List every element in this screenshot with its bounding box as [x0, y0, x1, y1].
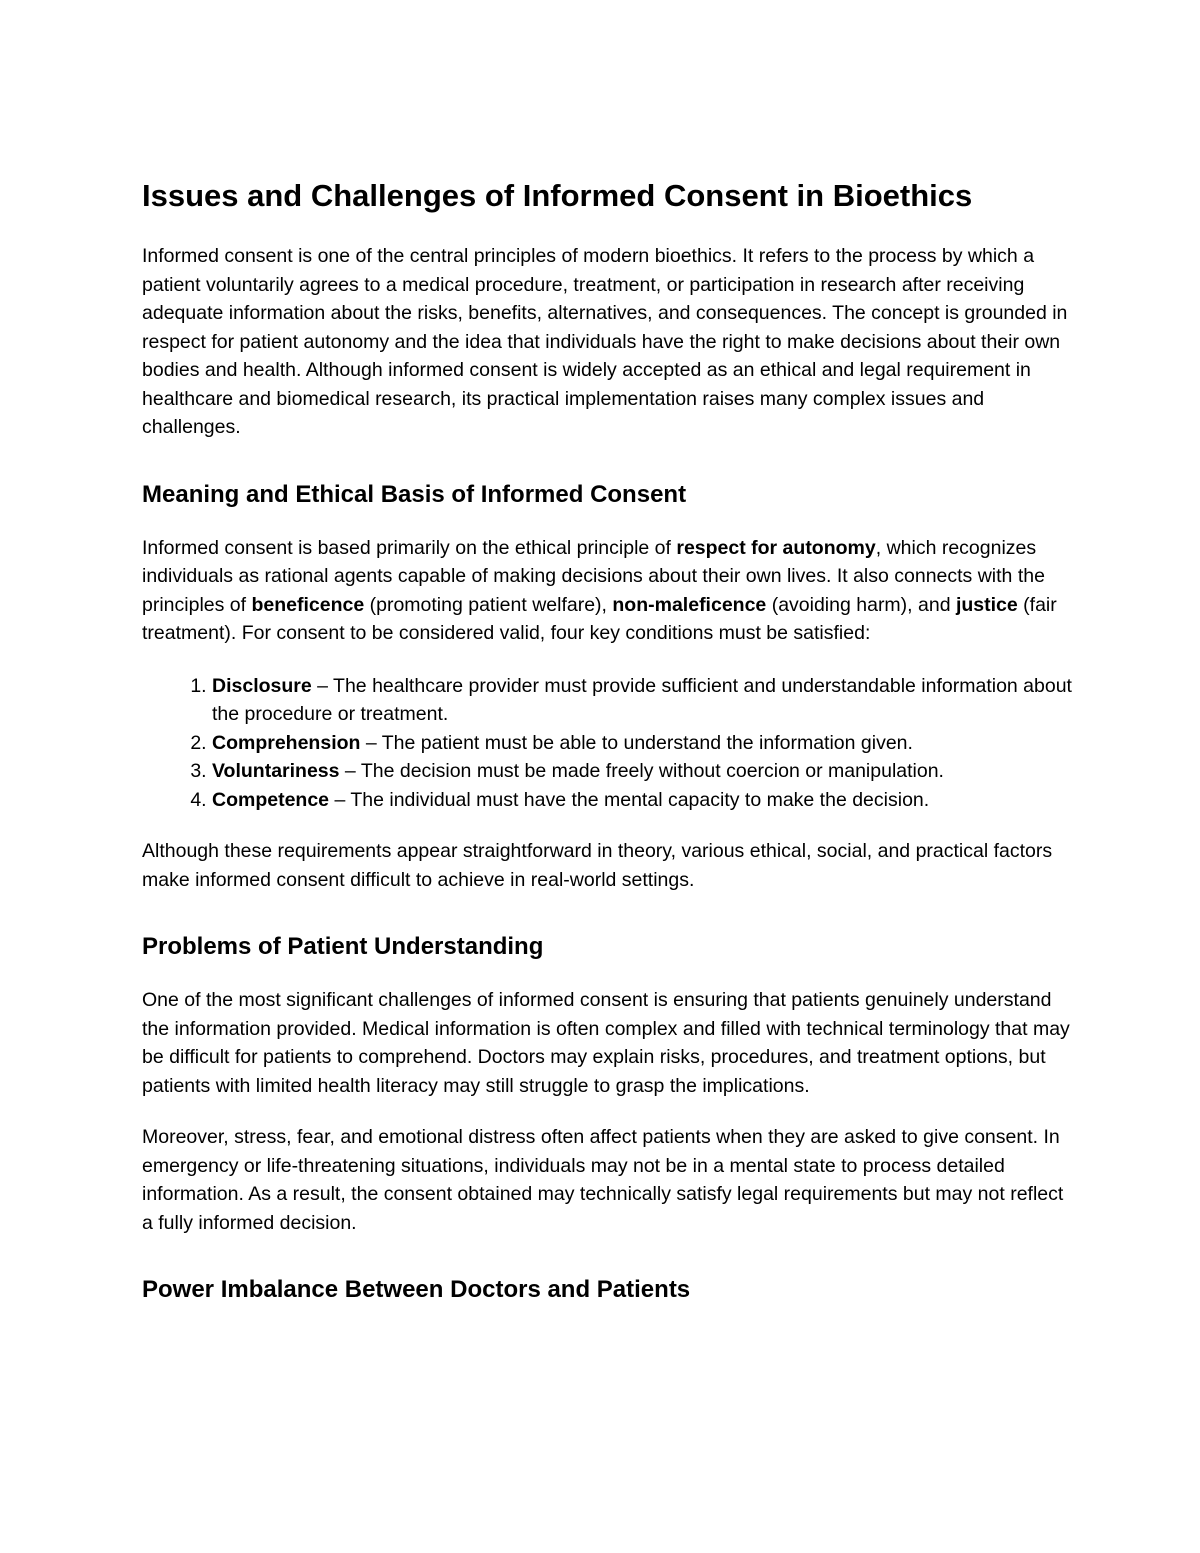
list-item — [212, 672, 1072, 729]
text-span: (fair treatment). For consent to be considered valid, four key conditions must be satisfied: — [142, 593, 1057, 644]
list-item — [212, 786, 1072, 815]
condition-text: – The decision must be made freely without coercion or manipulation. — [339, 760, 944, 782]
document-page — [142, 176, 1072, 1329]
section-heading-meaning: Meaning and Ethical Basis of Informed Consent — [142, 480, 687, 508]
condition-text: – The healthcare provider must provide sufficient and understandable information about the procedure or treatment. — [212, 674, 1072, 725]
bold-term-beneficence: beneficence — [251, 593, 365, 616]
requirements-paragraph: Although these requirements appear straightforward in theory, various ethical, social, and practical factors make informed consent difficult to achieve in real-world settings. — [142, 840, 1053, 891]
understanding-paragraph-2: Moreover, stress, fear, and emotional distress often affect patients when they are asked to give consent. In emergency or life-threatening situations, individuals may not be in a mental state to process detailed information. As a result, the consent obtained may technically satisfy legal requirements but may not reflect a fully informed decision. — [142, 1126, 1064, 1234]
condition-text: – The patient must be able to understand the information given. — [360, 731, 913, 754]
condition-text: – The individual must have the mental capacity to make the decision. — [329, 788, 930, 811]
list-item — [212, 729, 1072, 758]
section-heading-power-imbalance: Power Imbalance Between Doctors and Patients — [142, 1276, 691, 1303]
list-item — [212, 757, 1072, 786]
document-title: Issues and Challenges of Informed Consent in Bioethics — [142, 178, 973, 213]
condition-term: Disclosure — [212, 674, 312, 697]
understanding-paragraph-1: One of the most significant challenges of informed consent is ensuring that patients genuinely understand the information provided. Medical information is often complex and filled with technical terminology that may be difficult for patients to comprehend. Doctors may explain risks, procedures, and treatment options, but patients with limited health literacy may still struggle to grasp the implications. — [142, 989, 1070, 1097]
conditions-list — [142, 672, 1072, 815]
condition-term: Voluntariness — [212, 760, 340, 782]
condition-term: Comprehension — [212, 731, 361, 754]
text-span: (promoting patient welfare), — [364, 593, 613, 616]
section-heading-understanding: Problems of Patient Understanding — [142, 933, 544, 960]
bold-term-non-maleficence: non-maleficence — [612, 593, 767, 616]
ethical-basis-paragraph — [142, 534, 1072, 648]
bold-term-autonomy: respect for autonomy — [676, 536, 876, 559]
bold-term-justice: justice — [955, 593, 1018, 616]
intro-paragraph: Informed consent is one of the central principles of modern bioethics. It refers to the process by which a patient voluntarily agrees to a medical procedure, treatment, or participation in research after receiving adequate information about the risks, benefits, alternatives, and consequences. The concept is grounded in respect for patient autonomy and the idea that individuals have the right to make decisions about their own bodies and health. Although informed consent is widely accepted as an ethical and legal requirement in healthcare and biomedical research, its practical implementation raises many complex issues and challenges. — [142, 245, 1068, 438]
text-span: , which recognizes individuals as rational agents capable of making decisions about their own lives. It also connects with the principles of — [142, 536, 1045, 616]
text-span: (avoiding harm), and — [766, 593, 956, 616]
condition-term: Competence — [212, 788, 330, 811]
text-span: Informed consent is based primarily on the ethical principle of — [142, 536, 677, 559]
